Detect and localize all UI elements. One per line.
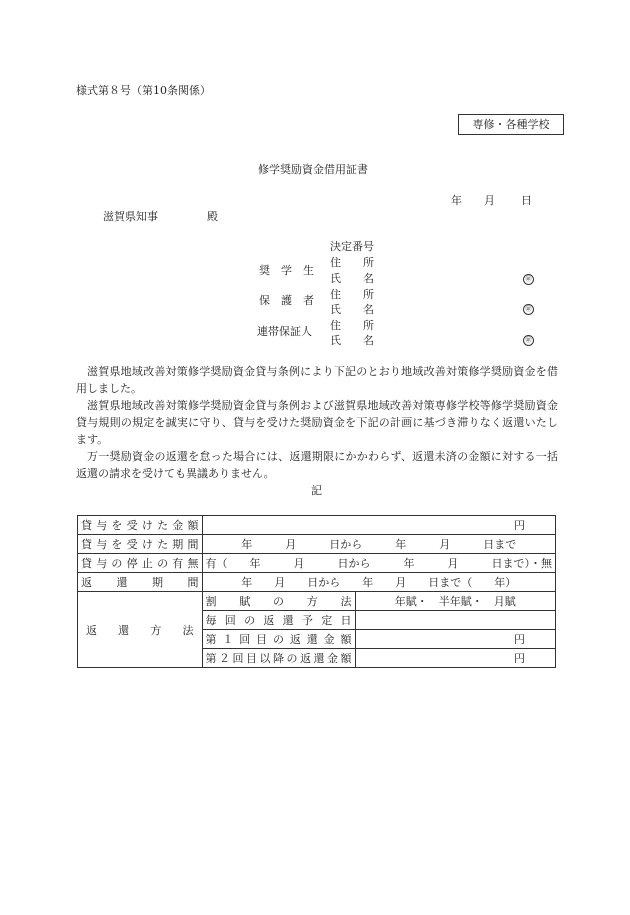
sub-row-value — [355, 611, 556, 630]
row-value: 円 — [202, 516, 556, 535]
row-label: 貸与を受けた金額 — [78, 516, 203, 535]
row-label: 貸与の停止の有無 — [78, 554, 203, 573]
repay-method-label: 返 還 方 法 — [78, 592, 203, 668]
student-address-label: 住 所 — [330, 256, 374, 269]
seal-icon: ㊞ — [523, 304, 534, 315]
sub-row-label: 第 １ 回 目 の 返 還 金 額 — [202, 630, 355, 649]
sub-row-value: 年賦・ 半年賦・ 月賦 — [355, 592, 556, 611]
student-name-label: 氏 名 — [330, 272, 374, 285]
guarantor-label: 連帯保証人 — [257, 325, 312, 338]
body-paragraph: 滋賀県地域改善対策修学奨励資金貸与条例により下記のとおり地域改善対策修学奨励資金を借用しました。 — [76, 365, 558, 395]
guardian-address-label: 住 所 — [330, 288, 374, 301]
date-day: 日 — [521, 194, 532, 207]
date-month: 月 — [484, 194, 495, 207]
addressee-honorific: 殿 — [207, 210, 218, 223]
form-number: 様式第８号（第10条関係） — [76, 84, 211, 97]
repayment-plan-table — [77, 515, 556, 668]
school-type-box: 専修・各種学校 — [458, 114, 564, 135]
row-value: 年 月 日から 年 月 日まで（ 年） — [202, 573, 556, 592]
row-value: 有（ 年 月 日から 年 月 日まで）・無 — [202, 554, 556, 573]
table-row — [78, 573, 556, 592]
table-row — [78, 554, 556, 573]
table-row — [78, 592, 556, 611]
body-paragraph: 万一奨励資金の返還を怠った場合には、返還期限にかかわらず、返還未済の金額に対する一括返還の請求を受けても異議ありません。 — [76, 450, 558, 480]
sub-row-value: 円 — [355, 630, 556, 649]
guardian-label: 保 護 者 — [259, 294, 314, 307]
seal-icon: ㊞ — [523, 335, 534, 346]
table-row — [78, 535, 556, 554]
seal-icon: ㊞ — [523, 274, 534, 285]
body-paragraph: 滋賀県地域改善対策修学奨励資金貸与条例および滋賀県地域改善対策専修学校等修学奨励資金貸与規則の規定を誠実に守り、貸与を受けた奨励資金を下記の計画に基づき滞りなく返還いたします。 — [76, 399, 558, 446]
student-label: 奨 学 生 — [259, 264, 314, 277]
row-label: 返 還 期 間 — [78, 573, 203, 592]
sub-row-label: 毎 回 の 返 還 予 定 日 — [202, 611, 355, 630]
sub-row-label: 割 賦 の 方 法 — [202, 592, 355, 611]
table-row — [78, 516, 556, 535]
sub-row-value: 円 — [355, 649, 556, 668]
addressee-name: 滋賀県知事 — [103, 210, 158, 223]
guarantor-address-label: 住 所 — [330, 319, 374, 332]
document-title: 修学奨励資金借用証書 — [258, 163, 368, 176]
guarantor-name-label: 氏 名 — [330, 334, 374, 347]
row-value: 年 月 日から 年 月 日まで — [202, 535, 556, 554]
guardian-name-label: 氏 名 — [330, 303, 374, 316]
row-label: 貸与を受けた期間 — [78, 535, 203, 554]
record-mark: 記 — [311, 484, 322, 497]
sub-row-label: 第２回目以降の返還金額 — [202, 649, 355, 668]
decision-number-label: 決定番号 — [330, 240, 374, 253]
date-year: 年 — [451, 194, 462, 207]
body-text — [76, 363, 558, 482]
